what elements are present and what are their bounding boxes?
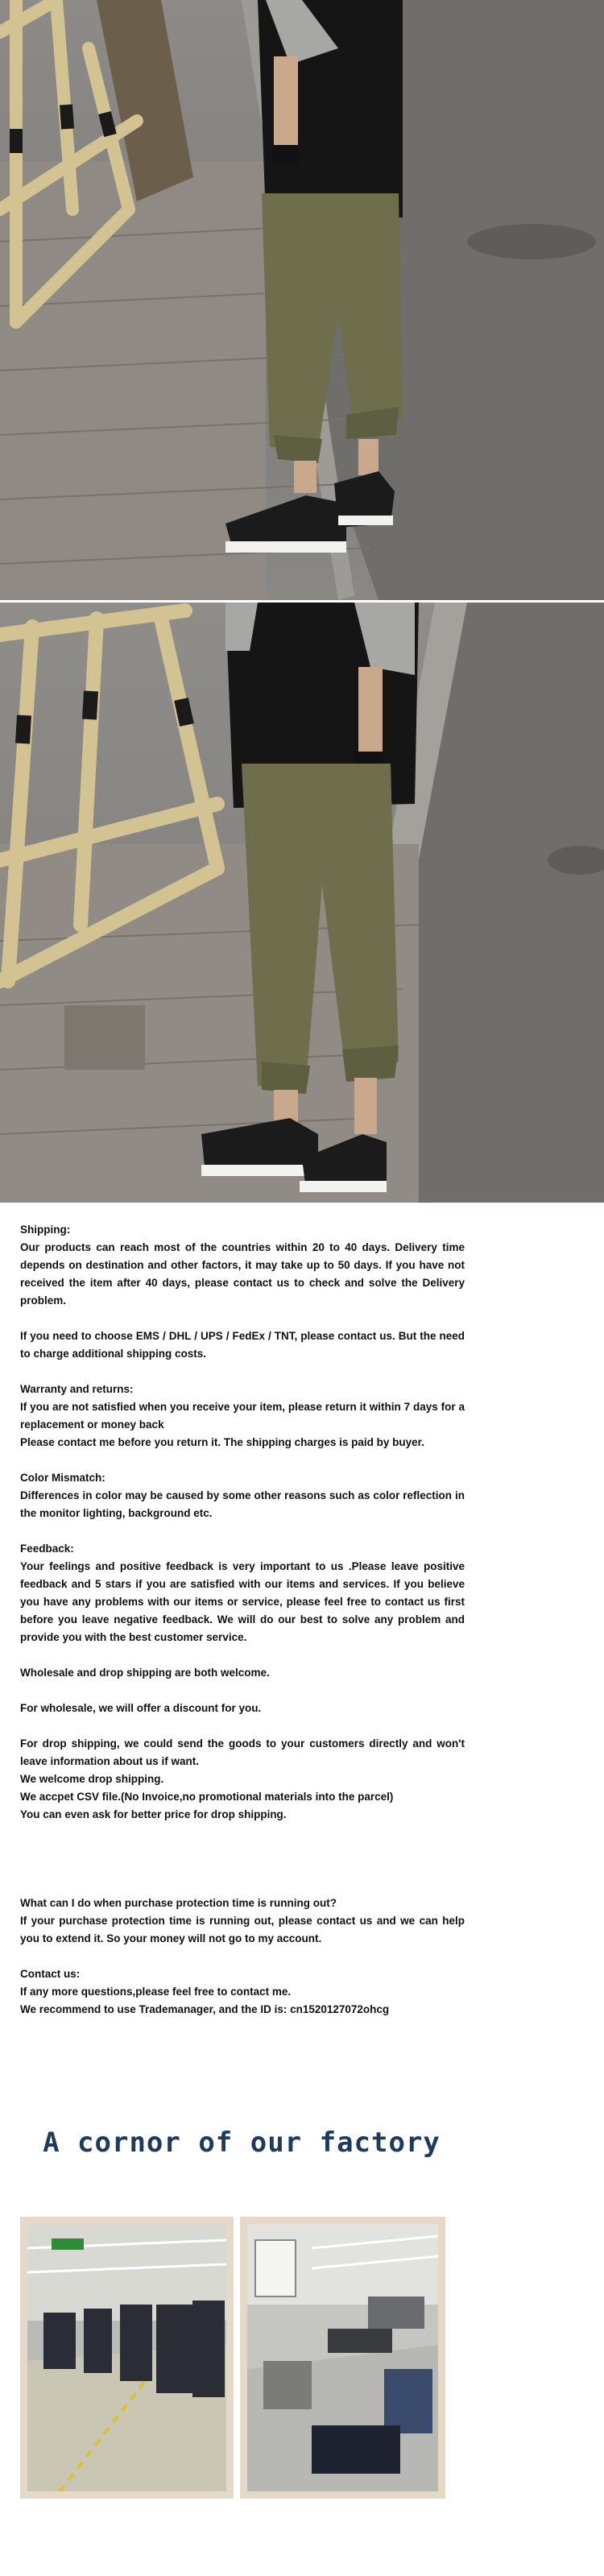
product-photo-icon — [0, 0, 604, 600]
factory-floor-icon — [27, 2224, 226, 2491]
feedback-text: Your feelings and positive feedback is very important to us .Please leave positive feedback and 5 stars if you are satisfied with our items and services. If you believe you have any problems with our items or service, please feel free to contact us first before you leave negative feedback. We will do our best to solve any problem and provide you with the best customer service. — [20, 1560, 465, 1643]
wholesale-welcome: Wholesale and drop shipping are both welcome. — [20, 1667, 270, 1679]
factory-photo-1 — [20, 2217, 234, 2499]
carriers-text: If you need to choose EMS / DHL / UPS / FedEx / TNT, please contact us. But the need to charge additional shipping costs. — [20, 1330, 465, 1360]
warranty-text-2: Please contact me before you return it. The shipping charges is paid by buyer. — [20, 1436, 424, 1448]
warranty-heading: Warranty and returns: — [20, 1383, 134, 1395]
model-photo-1 — [0, 0, 604, 600]
contact-heading: Contact us: — [20, 1968, 81, 1980]
shipping-heading: Shipping: — [20, 1224, 71, 1236]
factory-title: A cornor of our factory — [43, 2127, 441, 2159]
wholesale-discount: For wholesale, we will offer a discount for you. — [20, 1702, 262, 1714]
drop-shipping-1: For drop shipping, we could send the goods to your customers directly and won't leave information about us if want. — [20, 1737, 465, 1767]
drop-shipping-3: We accpet CSV file.(No Invoice,no promotional materials into the parcel) — [20, 1791, 394, 1803]
factory-floor-icon — [247, 2224, 438, 2491]
protection-text: If your purchase protection time is running out, please contact us and we can help you to extend it. So your money will not go to my account. — [20, 1915, 465, 1944]
drop-shipping-2: We welcome drop shipping. — [20, 1773, 164, 1785]
color-text: Differences in color may be caused by some other reasons such as color reflection in the monitor lighting, background etc. — [20, 1489, 465, 1519]
protection-heading: What can I do when purchase protection time is running out? — [20, 1897, 337, 1909]
contact-text-2: We recommend to use Trademanager, and the ID is: cn1520127072ohcg — [20, 2003, 390, 2015]
model-photo-2 — [0, 603, 604, 1203]
contact-text-1: If any more questions,please feel free to contact me. — [20, 1986, 292, 1998]
drop-shipping-4: You can even ask for better price for drop shipping. — [20, 1808, 287, 1820]
shipping-text: Our products can reach most of the countries within 20 to 40 days. Delivery time depends on destination and other factors, it may take up to 50 days. If you have not received the item after 40 days, please contact us to check and solve the Delivery problem. — [20, 1241, 465, 1307]
warranty-text-1: If you are not satisfied when you receive your item, please return it within 7 days for a replacement or money back — [20, 1401, 465, 1431]
feedback-heading: Feedback: — [20, 1543, 74, 1555]
product-photo-icon — [0, 603, 604, 1203]
color-heading: Color Mismatch: — [20, 1472, 105, 1484]
store-policy-text — [20, 1221, 465, 2019]
factory-photo-2 — [240, 2217, 445, 2499]
